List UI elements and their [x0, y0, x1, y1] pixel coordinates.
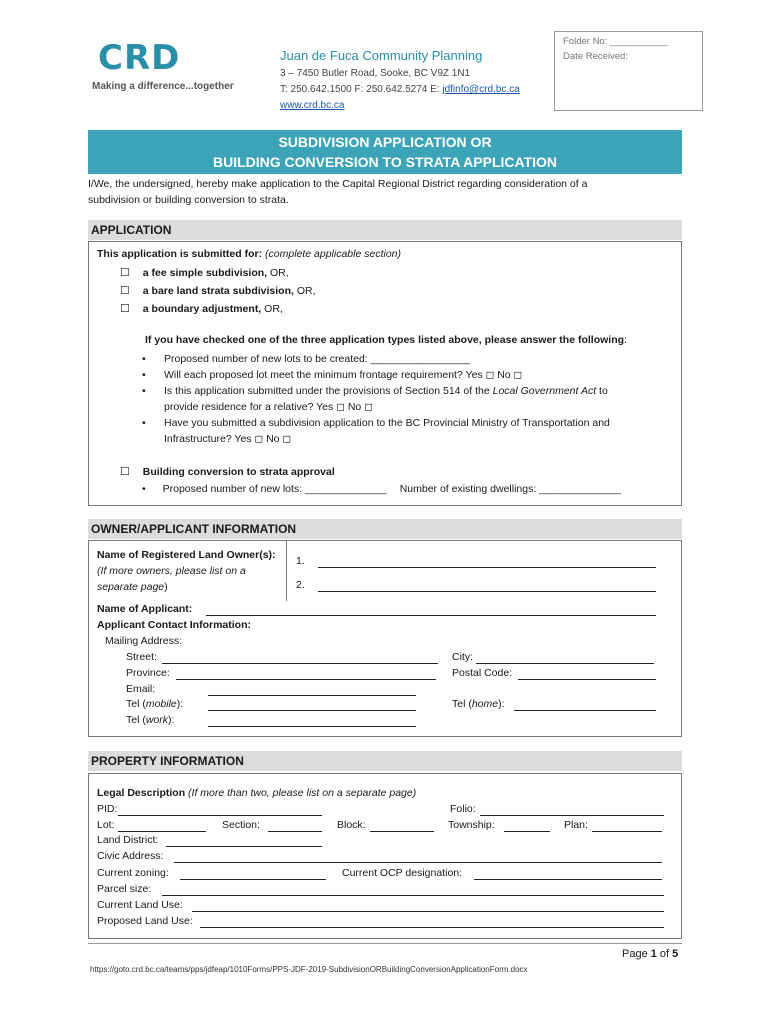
legal-note: (If more than two, please list on a separate page)	[185, 787, 417, 799]
proposed-land-use-label: Proposed Land Use:	[97, 915, 193, 927]
intro-paragraph	[88, 176, 682, 208]
parcel-size-label: Parcel size:	[97, 883, 152, 895]
submitted-for-note: (complete applicable section)	[265, 248, 402, 260]
lot-label: Lot:	[97, 819, 115, 831]
section-label: Section:	[222, 819, 260, 831]
civic-address-field[interactable]	[174, 849, 662, 863]
question-text-line2: provide residence for a relative? Yes ◻ No ◻	[164, 401, 373, 413]
tel-work-field[interactable]	[208, 713, 416, 727]
contact-phones: T: 250.642.1500 F: 250.642.5274 E:	[280, 84, 443, 95]
date-received: Date Received:	[563, 51, 628, 62]
tel-mobile-field[interactable]	[208, 697, 416, 711]
postal-code-field[interactable]	[518, 666, 656, 680]
bullet-icon: •	[142, 385, 146, 397]
province-field[interactable]	[176, 666, 436, 680]
tel-suffix: ):	[498, 698, 505, 710]
township-field[interactable]	[504, 818, 550, 832]
tel-type: mobile	[145, 698, 177, 710]
question-text: Have you submitted a subdivision application to the BC Provincial Ministry of Transportation and	[164, 417, 610, 429]
current-land-use-label: Current Land Use:	[97, 899, 183, 911]
intro-line1: I/We, the undersigned, hereby make application to the Capital Regional District regarding consideration of a	[88, 178, 588, 190]
bullet-icon: •	[142, 369, 146, 381]
question-text: Is this application submitted under the provisions of Section 514 of the	[164, 385, 493, 397]
org-title: Juan de Fuca Community Planning	[280, 48, 483, 63]
registered-owner-note2-end: )	[164, 581, 168, 593]
registered-owner-note2: separate page	[97, 581, 165, 593]
page-total: 5	[672, 948, 679, 960]
option-suffix: OR,	[261, 303, 283, 315]
office-use-box	[554, 31, 703, 111]
legal-label: Legal Description	[97, 787, 186, 799]
registered-owner-label-block	[97, 547, 276, 595]
question-frontage	[142, 367, 662, 383]
current-zoning-field[interactable]	[180, 866, 326, 880]
city-label: City:	[452, 651, 473, 663]
owner-divider	[286, 541, 287, 601]
page-number	[622, 948, 678, 960]
option-label: a boundary adjustment,	[142, 303, 262, 315]
tel-home-label	[452, 698, 505, 710]
land-district-label: Land District:	[97, 834, 159, 846]
folio-field[interactable]	[480, 802, 664, 816]
folio-label: Folio:	[450, 803, 476, 815]
tel-type: home	[471, 698, 499, 710]
if-checked-instruction	[145, 334, 627, 346]
owner-heading: OWNER/APPLICANT INFORMATION	[88, 519, 682, 539]
province-label: Province:	[126, 667, 170, 679]
parcel-size-field[interactable]	[162, 882, 664, 896]
question-provincial-ministry	[142, 415, 662, 447]
property-heading: PROPERTY INFORMATION	[88, 751, 682, 771]
email-link[interactable]: jdfinfo@crd.bc.ca	[442, 84, 520, 95]
strata-label: Building conversion to strata approval	[142, 466, 335, 478]
intro-line2: subdivision or building conversion to strata.	[88, 194, 289, 206]
website-link[interactable]: www.crd.bc.ca	[280, 100, 345, 111]
township-label: Township:	[448, 819, 495, 831]
submitted-for-label: This application is submitted for:	[97, 248, 263, 260]
current-ocp-field[interactable]	[474, 866, 662, 880]
section-field[interactable]	[268, 818, 322, 832]
page-current: 1	[650, 948, 657, 960]
form-title-banner	[88, 130, 682, 174]
owner-1-number: 1.	[296, 555, 305, 567]
pid-field[interactable]	[118, 802, 322, 816]
registered-owner-label: Name of Registered Land Owner(s):	[97, 549, 276, 561]
tel-mobile-label	[126, 698, 183, 710]
civic-address-label: Civic Address:	[97, 850, 164, 862]
question-text: Proposed number of new lots to be created: _________________	[164, 353, 470, 365]
logo-tagline: Making a difference...together	[92, 81, 234, 92]
lot-field[interactable]	[118, 818, 206, 832]
applicant-name-label: Name of Applicant:	[97, 603, 193, 615]
city-field[interactable]	[476, 650, 654, 664]
strata-new-lots: Proposed number of new lots: ______________	[162, 483, 387, 495]
option-fee-simple[interactable]	[120, 266, 289, 279]
question-text-end: to	[596, 385, 608, 397]
current-zoning-label: Current zoning:	[97, 867, 169, 879]
tel-type: work	[145, 714, 169, 726]
tel-home-field[interactable]	[514, 697, 656, 711]
question-text-line2: Infrastructure? Yes ◻ No ◻	[164, 433, 292, 445]
org-contact	[280, 84, 520, 95]
owner-2-number: 2.	[296, 579, 305, 591]
page-prefix: Page	[622, 948, 651, 960]
owner-1-field[interactable]	[318, 554, 656, 568]
org-address: 3 – 7450 Butler Road, Sooke, BC V9Z 1N1	[280, 68, 471, 79]
tel-prefix: Tel (	[126, 714, 146, 726]
submitted-for	[97, 248, 401, 260]
question-act-name: Local Government Act	[492, 385, 597, 397]
option-label: a fee simple subdivision,	[142, 267, 268, 279]
postal-code-label: Postal Code:	[452, 667, 513, 679]
question-section-514	[142, 383, 662, 415]
strata-questions	[142, 483, 621, 495]
registered-owner-note: (If more owners, please list on a	[97, 565, 246, 577]
proposed-land-use-field[interactable]	[200, 914, 664, 928]
email-field[interactable]	[208, 682, 416, 696]
plan-label: Plan:	[564, 819, 588, 831]
checkbox-icon[interactable]: ☐	[120, 267, 130, 279]
plan-field[interactable]	[592, 818, 662, 832]
crd-logo: CRD	[98, 38, 181, 78]
legal-description	[97, 787, 416, 799]
checkbox-icon[interactable]: ☐	[120, 303, 130, 315]
folder-number: Folder No: ___________	[563, 36, 669, 47]
form-title-line2: BUILDING CONVERSION TO STRATA APPLICATION	[212, 154, 558, 170]
tel-suffix: ):	[176, 698, 184, 710]
current-ocp-label: Current OCP designation:	[342, 867, 463, 879]
checkbox-icon[interactable]: ☐	[120, 466, 130, 478]
block-field[interactable]	[370, 818, 434, 832]
footer-rule	[88, 943, 682, 944]
application-heading: APPLICATION	[88, 220, 682, 240]
tel-work-label	[126, 714, 174, 726]
bullet-icon: •	[142, 483, 146, 495]
instruction-text: If you have checked one of the three application types listed above, please answer the following	[145, 334, 625, 346]
question-new-lots	[142, 351, 662, 367]
applicant-name-field[interactable]	[206, 602, 656, 616]
email-label: Email:	[126, 683, 156, 695]
contact-info-label: Applicant Contact Information:	[97, 619, 251, 631]
pid-label: PID:	[97, 803, 118, 815]
bullet-icon: •	[142, 353, 146, 365]
option-suffix: OR,	[267, 267, 289, 279]
bullet-icon: •	[142, 417, 146, 429]
block-label: Block:	[337, 819, 366, 831]
tel-suffix: ):	[168, 714, 175, 726]
page-of: of	[656, 948, 673, 960]
question-text: Will each proposed lot meet the minimum frontage requirement? Yes ◻ No ◻	[164, 369, 523, 381]
land-district-field[interactable]	[166, 833, 322, 847]
option-boundary-adjustment[interactable]	[120, 302, 283, 315]
document-path: https://goto.crd.bc.ca/teams/pps/jdfeap/1010Forms/PPS-JDF-2019-SubdivisionORBuildingConversionApplicationForm.docx	[90, 965, 528, 974]
street-field[interactable]	[162, 650, 438, 664]
option-suffix: OR,	[293, 285, 316, 297]
current-land-use-field[interactable]	[192, 898, 664, 912]
tel-prefix: Tel (	[452, 698, 472, 710]
application-questions	[142, 351, 662, 447]
checkbox-icon[interactable]: ☐	[120, 285, 130, 297]
option-label: a bare land strata subdivision,	[142, 285, 294, 297]
owner-2-field[interactable]	[318, 578, 656, 592]
form-title-line1: SUBDIVISION APPLICATION OR	[278, 134, 492, 150]
strata-existing-dwellings: Number of existing dwellings: ______________	[399, 483, 621, 495]
instruction-colon: :	[624, 334, 627, 346]
mailing-address-label: Mailing Address:	[105, 635, 183, 647]
option-bare-land-strata[interactable]	[120, 284, 316, 297]
option-strata-conversion[interactable]	[120, 465, 335, 478]
street-label: Street:	[126, 651, 157, 663]
tel-prefix: Tel (	[126, 698, 146, 710]
